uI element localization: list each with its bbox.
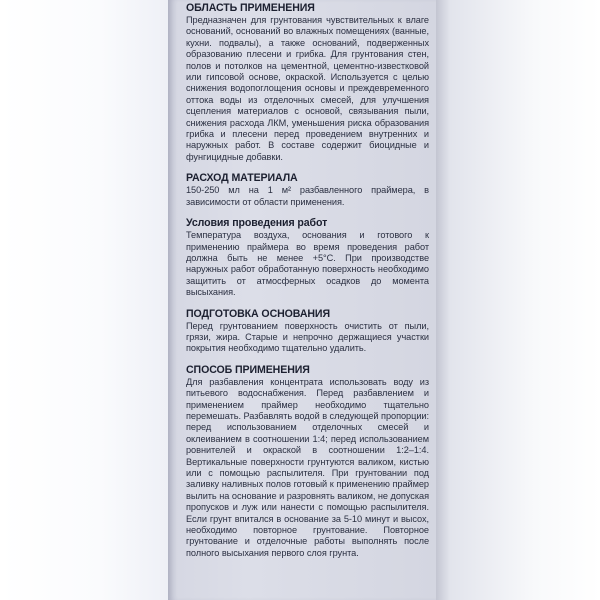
section-consumption bbox=[186, 172, 429, 208]
instruction-text bbox=[186, 2, 429, 568]
section-body: 150-250 мл на 1 м² разбавленного праймера, в зависимости от области применения. bbox=[186, 185, 429, 207]
section-application bbox=[186, 364, 429, 560]
section-body: Предназначен для грунтования чувствительных к влаге оснований, оснований во влажных помещениях (ванные, кухни. подвалы), а также оснований, подверженных образованию плесени и грибка. Для грунтования стен, полов и потолков на цементной, цементно-известковой или гипсовой основе, окраской. Используется с целью снижения водопоглощения основы и преждевременного оттока воды из отделочных смесей, для улучшения сцепления материалов с основой, связывания пыли, снижения расхода ЛКМ, уменьшения риска образования грибка и плесени перед проведением внутренних и наружных работ. В составе содержит биоцидные и фунгицидные добавки. bbox=[186, 15, 429, 162]
section-heading: ОБЛАСТЬ ПРИМЕНЕНИЯ bbox=[186, 2, 315, 14]
section-heading: СПОСОБ ПРИМЕНЕНИЯ bbox=[186, 363, 310, 376]
section-body: Для разбавления концентрата использовать воду из питьевого водоснабжения. Перед разбавлением и применением праймер необходимо тщательно перемешать. Разбавлять водой в следующей пропорции: перед использованием отделочных смесей и оклеиванием в соотношении 1:4; перед использованием ровнителей и окраской в соотношении 1:2–1:4. Вертикальные поверхности грунтуются валиком, кистью или с помощью распылителя. При грунтовании под заливку наливных полов готовый к применению праймер вылить на основание и разровнять валиком, не допуская пропусков и луж или нанести с помощью распылителя. Если грунт впитался в основание за 5-10 минут и высох, необходимо повторное грунтование. Повторное грунтование и отделочные работы выполнять после полного высыхания первого слоя грунта. bbox=[186, 376, 429, 558]
bottle-background-left bbox=[0, 0, 168, 600]
section-heading: Условия проведения работ bbox=[186, 217, 328, 230]
bottle-background-right bbox=[436, 0, 600, 600]
section-heading: РАСХОД МАТЕРИАЛА bbox=[186, 172, 298, 185]
section-body: Перед грунтованием поверхность очистить от пыли, грязи, жира. Старые и непрочно держащиеся участки покрытия необходимо тщательно удалить. bbox=[186, 320, 429, 354]
section-heading: ПОДГОТОВКА ОСНОВАНИЯ bbox=[186, 307, 330, 320]
section-body: Температура воздуха, основания и готового к применению праймера во время проведения работ должна быть не менее +5°С. При производстве наружных работ обработанную поверхность необходимо защитить от атмосферных осадков до момента высыхания. bbox=[186, 230, 429, 298]
section-surface-preparation bbox=[186, 308, 429, 355]
section-scope bbox=[186, 2, 429, 163]
section-work-conditions bbox=[186, 217, 429, 298]
